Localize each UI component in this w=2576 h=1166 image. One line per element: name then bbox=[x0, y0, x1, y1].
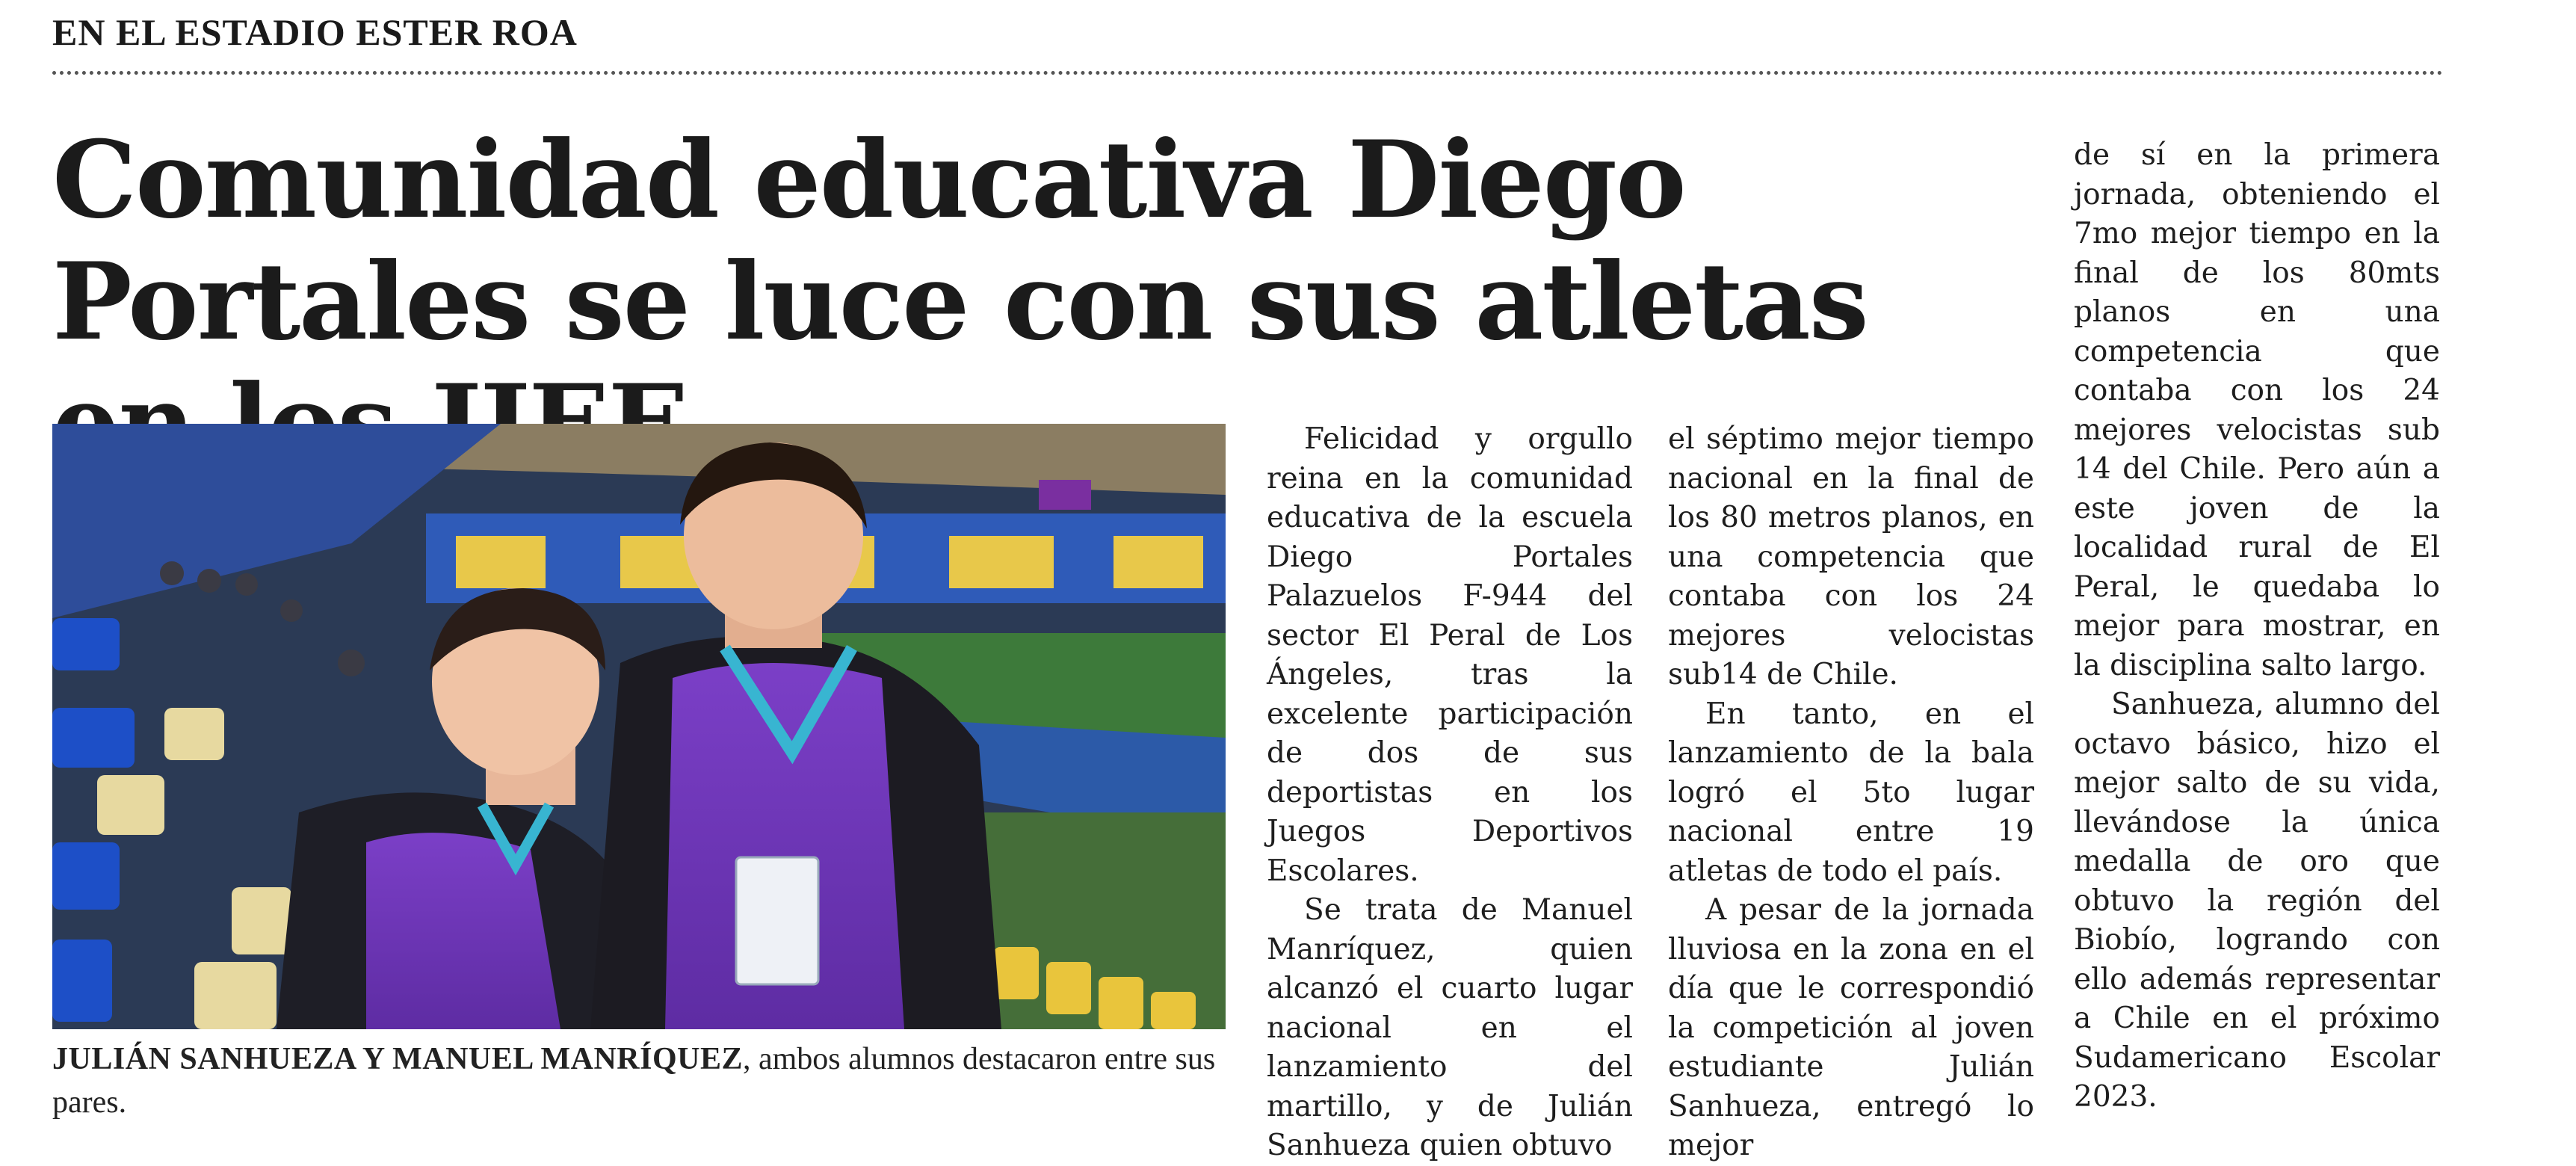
paragraph: Se trata de Manuel Manríquez, quien alcanzó el cuarto lugar nacional en el lanzamiento del martillo, y de Julián Sanhueza quien obtuvo bbox=[1267, 893, 1633, 1162]
caption-text: , ambos alumnos destacaron entre sus pares. bbox=[52, 1042, 1216, 1120]
body-column-2 bbox=[1668, 420, 2034, 1166]
photo-caption bbox=[52, 1037, 1241, 1124]
dotted-divider bbox=[52, 71, 2444, 75]
caption-names: JULIÁN SANHUEZA Y MANUEL MANRÍQUEZ bbox=[52, 1042, 743, 1076]
paragraph: En tanto, en el lanzamiento de la bala logró el 5to lugar nacional entre 19 atletas de todo el país. bbox=[1668, 697, 2034, 888]
paragraph: el séptimo mejor tiempo nacional en la final de los 80 metros planos, en una competencia que contaba con los 24 mejores velocistas sub14 de Chile. bbox=[1668, 422, 2034, 691]
section-kicker: EN EL ESTADIO ESTER ROA bbox=[52, 11, 578, 53]
body-column-3 bbox=[2074, 136, 2440, 1117]
paragraph: Felicidad y orgullo reina en la comunidad educativa de la escuela Diego Portales Palazuelos F-944 del sector El Peral de Los Ángeles, tras la excelente participación de dos de sus deportistas en los Juegos Deportivos Escolares. bbox=[1267, 422, 1633, 888]
paragraph: de sí en la primera jornada, obteniendo el 7mo mejor tiempo en la final de los 80mts planos en una competencia que contaba con los 24 mejores velocistas sub 14 del Chile. Pero aún a este joven de la localidad rural de El Peral, le quedaba lo mejor para mostrar, en la disciplina salto largo. bbox=[2074, 138, 2440, 682]
paragraph: A pesar de la jornada lluviosa en la zona en el día que le correspondió la competición al joven estudiante Julián Sanhueza, entregó lo mejor bbox=[1668, 893, 2034, 1162]
article-photo bbox=[52, 424, 1226, 1029]
paragraph: Sanhueza, alumno del octavo básico, hizo el mejor salto de su vida, llevándose la única medalla de oro que obtuvo la región del Biobío, logrando con ello además representar a Chile en el próximo Sudamericano Escolar 2023. bbox=[2074, 688, 2440, 1114]
headline: Comunidad educativa Diego Portales se luce con sus atletas bbox=[52, 118, 1868, 364]
body-column-1 bbox=[1267, 420, 1633, 1166]
